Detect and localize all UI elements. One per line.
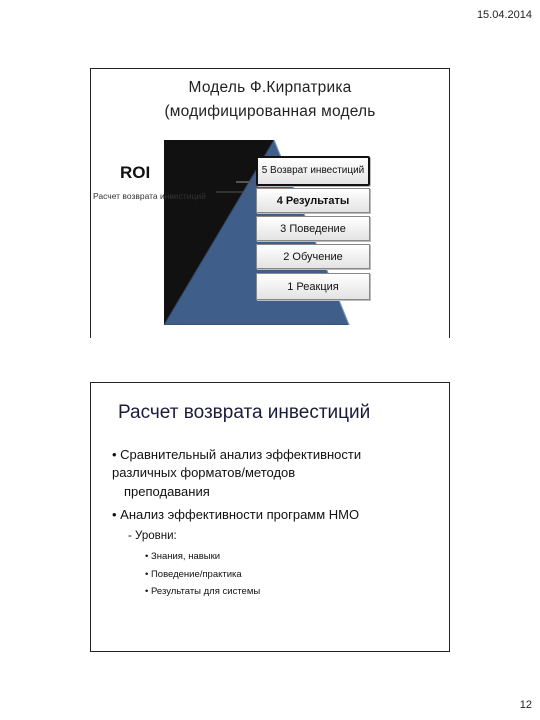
slide-border-right	[449, 382, 450, 652]
bullet-comparative-analysis-cont2: преподавания	[124, 484, 210, 499]
slide-border-top	[90, 382, 450, 383]
bullet-comparative-analysis-cont: различных форматов/методов	[112, 465, 296, 480]
page-number: 12	[519, 699, 532, 711]
header-date: 15.04.2014	[476, 9, 532, 21]
level-4-box: 4 Результаты	[256, 188, 370, 213]
slide-title-line1: Модель Ф.Кирпатрика	[188, 79, 352, 96]
sub-sub-bullet: • Результаты для системы	[145, 586, 261, 597]
bullet-comparative-analysis: • Сравнительный анализ эффективности	[112, 447, 362, 462]
slide-border-top	[90, 68, 450, 69]
sub-sub-bullet: • Знания, навыки	[145, 551, 221, 562]
level-1-box: 1 Реакция	[256, 273, 370, 300]
roi-sublabel: Расчет возврата инвестиций	[93, 191, 206, 201]
slide-title-line2: (модифицированная модель	[164, 103, 376, 120]
roi-label: ROI	[120, 163, 151, 182]
level-5-box: 5 Возврат инвестиций	[256, 156, 370, 186]
level-2-box: 2 Обучение	[256, 244, 370, 269]
bullet-nmo-analysis: • Анализ эффективности программ НМО	[112, 507, 360, 522]
sub-sub-bullet: • Поведение/практика	[145, 569, 242, 580]
slide-kirkpatrick-model	[90, 68, 450, 338]
slide-title: Расчет возврата инвестиций	[118, 402, 371, 423]
slide-roi-calculation	[90, 382, 450, 652]
slide-border-left	[90, 382, 91, 652]
slide-border-bottom	[90, 651, 450, 652]
level-3-box: 3 Поведение	[256, 216, 370, 241]
sub-bullet-levels: - Уровни:	[128, 530, 177, 542]
